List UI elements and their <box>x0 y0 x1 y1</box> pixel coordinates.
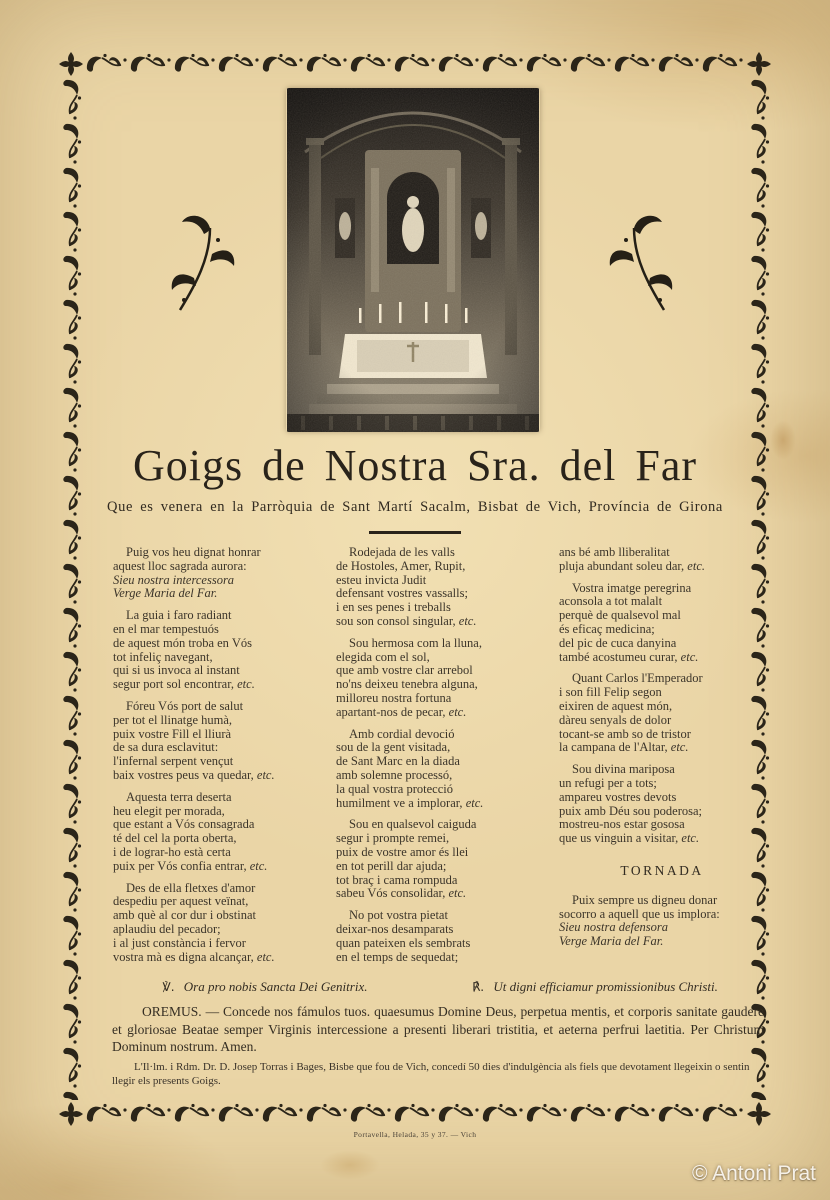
border-corner-bottom-right-icon <box>745 1100 773 1128</box>
verse-line: de aquest món troba en Vós <box>113 635 252 650</box>
verse-line: defensant vostres vassalls; <box>336 586 468 601</box>
verse-stanza <box>113 609 319 692</box>
verse-line: eixiren de aquest món, <box>559 698 673 713</box>
verse-stanza <box>113 546 319 601</box>
verse-line: en el temps de sequedat; <box>336 949 459 964</box>
verse-line: dàreu senyals de dolor <box>559 712 672 727</box>
verse-line: la campana de l'Altar, etc. <box>559 740 689 755</box>
versicle-text: Ora pro nobis Sancta Dei Genitrix. <box>183 979 368 994</box>
verse-line: Des de ella fletxes d'amor <box>126 880 256 895</box>
verse-stanza <box>559 672 765 755</box>
verse-line: i en ses penes i treballs <box>336 600 451 615</box>
verse-line: No pot vostra pietat <box>349 908 448 923</box>
response <box>430 979 760 995</box>
verse-line: milloreu nostra fortuna <box>336 690 452 705</box>
left-ornament-border <box>57 78 85 1100</box>
verse-line: ans bé amb lliberalitat <box>559 545 670 559</box>
verse-line: i al just constància i fervor <box>113 935 246 950</box>
verse-line: Verge Maria del Far. <box>113 586 218 601</box>
verse-line: és eficaç medicina; <box>559 621 655 636</box>
verse-stanza <box>336 637 542 720</box>
verse-line: que amb vostre clar arrebol <box>336 663 473 678</box>
title-rule <box>369 531 461 534</box>
verse-line: no'ns deixeu tenebra alguna, <box>336 677 478 692</box>
verse-line: Rodejada de les valls <box>349 545 455 559</box>
verse-line: baix vostres peus va quedar, etc. <box>113 767 275 782</box>
verse-line: Amb cordial devoció <box>349 726 455 741</box>
verse-line: La guia i faro radiant <box>126 608 232 623</box>
verse-line: Verge Maria del Far. <box>559 934 664 949</box>
altar-photo <box>286 88 540 432</box>
copyright-watermark: © Antoni Prat <box>691 1162 816 1185</box>
verse-stanza <box>559 894 765 949</box>
verse-line: Aquesta terra deserta <box>126 789 232 804</box>
verse-column-3 <box>559 546 765 972</box>
verse-line: amb solemne processó, <box>336 767 453 782</box>
verse-line: en tot perill dar ajuda; <box>336 858 447 873</box>
verse-line: pluja abundant soleu dar, etc. <box>559 558 705 573</box>
verse-line: Fóreu Vós port de salut <box>126 698 244 713</box>
verse-line: mostreu-nos estar gososa <box>559 817 685 832</box>
verse-line: sabeu Vós consolidar, etc. <box>336 886 467 901</box>
verse-line: Sieu nostra defensora <box>559 920 669 935</box>
verse-stanza <box>336 546 542 629</box>
verse-stanza <box>336 818 542 901</box>
tornada-heading: TORNADA <box>620 862 704 878</box>
verse-line: qui si us invoca al instant <box>113 663 240 678</box>
verse-line: despediu per aquest veïnat, <box>113 894 249 909</box>
verse-line: per tot el llinatge humà, <box>113 712 233 727</box>
border-corner-top-right-icon <box>745 50 773 78</box>
verse-line: de Hostoles, Amer, Rupit, <box>336 558 466 573</box>
verse-line: de sa dura esclavitut: <box>113 740 219 755</box>
left-fleuron-icon <box>166 212 238 318</box>
verse-line: que us vinguin a visitar, etc. <box>559 831 700 846</box>
response-symbol: ℟. <box>472 980 485 994</box>
verse-line: un refugi per a tots; <box>559 775 657 790</box>
verse-line: segur i prompte remei, <box>336 831 450 846</box>
verse-stanza <box>336 728 542 811</box>
verse-line: de Sant Marc en la diada <box>336 754 460 769</box>
response-text: Ut digni efficiamur promissionibus Christi. <box>493 979 718 994</box>
verse-line: sou de la gent visitada, <box>336 740 451 755</box>
verse-line: Quant Carlos l'Emperador <box>572 671 703 686</box>
verse-line: humilment ve a implorar, etc. <box>336 795 484 810</box>
border-corner-top-left-icon <box>57 50 85 78</box>
verse-line: puix de vostre amor és llei <box>336 844 469 859</box>
verse-line: aquest lloc sagrada aurora: <box>113 558 247 573</box>
verse-line: puix amb Déu sou poderosa; <box>559 803 703 818</box>
indulgence-note: L'Il·lm. i Rdm. Dr. D. Josep Torras i Bages, Bisbe que fou de Vich, concedí 50 dies d'indulgència als fiels que devotament llegeixin o sentin llegir els presents Goigs. <box>112 1061 750 1087</box>
verse-line: vostra mà es digna alcançar, etc. <box>113 949 275 964</box>
oremus-paragraph <box>112 1003 764 1056</box>
verse-line: en el mar tempestuós <box>113 621 219 636</box>
verse-line: aplaudiu del pecador; <box>113 921 221 936</box>
verse-line: també acostumeu curar, etc. <box>559 649 699 664</box>
verse-line: del pic de cuca danyina <box>559 635 677 650</box>
paper-stain <box>320 1150 380 1180</box>
verse-line: l'infernal serpent vençut <box>113 754 234 769</box>
oremus-label: OREMUS. <box>142 1004 202 1019</box>
verse-line: heu elegit per morada, <box>113 803 225 818</box>
verse-line: i son fill Felip segon <box>559 685 662 700</box>
verses-columns <box>113 546 765 972</box>
verse-line: quan pateixen els sembrats <box>336 935 471 950</box>
verse-line: tot braç i cama rompuda <box>336 872 458 887</box>
verse-line: Sou divina mariposa <box>572 762 675 777</box>
bottom-ornament-border <box>85 1100 745 1128</box>
verse-line: segur port sol encontrar, etc. <box>113 677 255 692</box>
verse-stanza <box>113 700 319 783</box>
versicle-row <box>100 979 760 995</box>
verse-stanza <box>559 546 765 574</box>
verse-line: tocant-se amb so de tristor <box>559 726 691 741</box>
verse-line: Puix sempre us digneu donar <box>572 892 718 907</box>
verse-line: esteu invicta Judit <box>336 572 427 587</box>
verse-line: Sou hermosa com la lluna, <box>349 635 482 650</box>
verse-stanza <box>113 791 319 874</box>
verse-line: que estant a Vós consagrada <box>113 817 255 832</box>
verse-line: Sou en qualsevol caiguda <box>349 817 477 832</box>
verse-line: Sieu nostra intercessora <box>113 572 235 587</box>
verse-column-2 <box>336 546 542 972</box>
verse-line: té del cel la porta oberta, <box>113 831 237 846</box>
verse-line: ampareu vostres devots <box>559 789 677 804</box>
verse-line: puix per Vós confia entrar, etc. <box>113 858 268 873</box>
verse-stanza <box>336 909 542 964</box>
verse-stanza <box>559 763 765 846</box>
page-subtitle: Que es venera en la Parròquia de Sant Martí Sacalm, Bisbat de Vich, Província de Girona <box>107 499 723 515</box>
border-corner-bottom-left-icon <box>57 1100 85 1128</box>
verse-line: sou son consol singular, etc. <box>336 613 477 628</box>
verse-line: puix vostre Fill el lliurà <box>113 726 232 741</box>
verse-line: aconsola a tot malalt <box>559 594 663 609</box>
verse-line: tot infeliç navegant, <box>113 649 213 664</box>
verse-line: la qual vostra protecció <box>336 781 453 796</box>
imprint-line: Portavella, Helada, 35 y 37. — Vich <box>353 1130 477 1139</box>
top-ornament-border <box>85 50 745 78</box>
versicle-symbol: ℣. <box>162 980 175 994</box>
oremus-text: — Concede nos fámulos tuos. quaesumus Domine Deus, perpetua mentis, et corporis sanitate gaudere et gloriosae Beatae semper Virginis intercessione a presenti liberari tristitia, et aeterna perfrui laetitia. Per Christum Dominum nostrum. Amen. <box>112 1004 764 1054</box>
verse-line: socorro a aquell que us implora: <box>559 906 720 921</box>
verse-line: Puig vos heu dignat honrar <box>126 545 261 559</box>
verse-line: i de lograr-ho està certa <box>113 844 231 859</box>
verse-line: apartant-nos de pecar, etc. <box>336 704 467 719</box>
verse-stanza <box>559 582 765 665</box>
verse-line: elegida com el sol, <box>336 649 430 664</box>
page-title: Goigs de Nostra Sra. del Far <box>132 441 697 490</box>
verse-column-1 <box>113 546 319 972</box>
verse-line: Vostra imatge peregrina <box>572 580 692 595</box>
versicle <box>100 979 430 995</box>
verse-stanza <box>113 882 319 965</box>
verse-line: perquè de qualsevol mal <box>559 608 681 623</box>
verse-line: deixar-nos desamparats <box>336 921 454 936</box>
verse-line: amb què al cor dur i obstinat <box>113 908 257 923</box>
right-fleuron-icon <box>606 212 678 318</box>
